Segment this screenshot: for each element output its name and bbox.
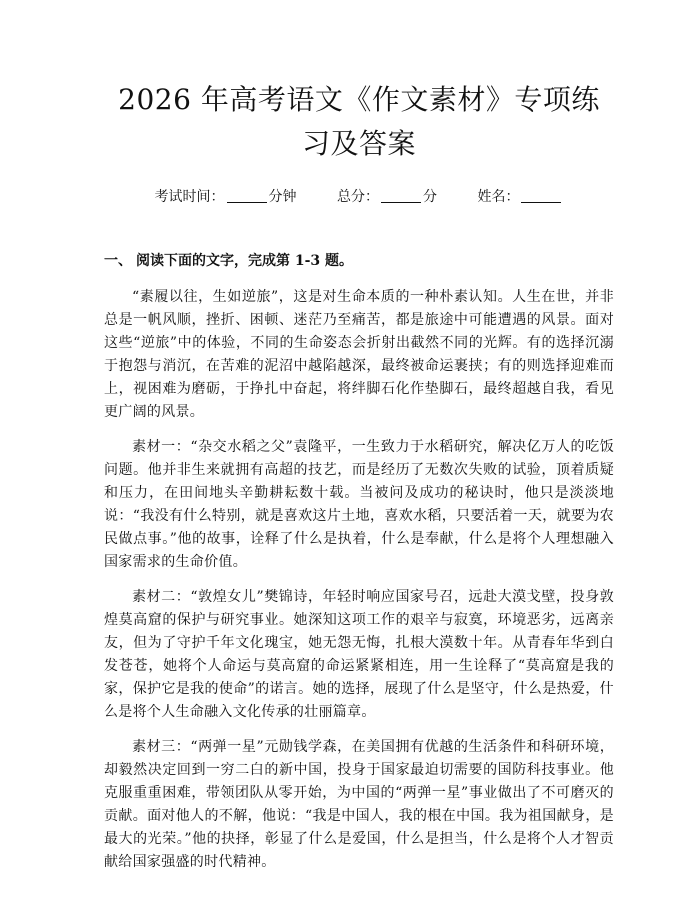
exam-score-label: 总分： <box>337 189 379 205</box>
paragraph-material-2: 素材二：“敦煌女儿”樊锦诗，年轻时响应国家号召，远赴大漠戈壁，投身敦煌莫高窟的保护与研究事业。她深知这项工作的艰辛与寂寞，环境恶劣，远离亲友，但为了守护千年文化瑰宝，她无怨无悔，扎根大漠数十年。从青春年华到白发苍苍，她将个人命运与莫高窟的命运紧紧相连，用一生诠释了“莫高窟是我的家，保护它是我的使命”的诺言。她的选择，展现了什么是坚守，什么是热爱，什么是将个人生命融入文化传承的壮丽篇章。 <box>104 589 614 720</box>
exam-info-line <box>104 186 614 208</box>
paragraph-intro: “素履以往，生如逆旅”，这是对生命本质的一种朴素认知。人生在世，并非总是一帆风顺，挫折、困顿、迷茫乃至痛苦，都是旅途中可能遭遇的风景。面对这些“逆旅”中的体验，不同的生命姿态会折射出截然不同的光辉。有的选择沉溺于抱怨与消沉，在苦难的泥沼中越陷越深，最终被命运裹挟；有的则选择迎难而上，视困难为磨砺，于挣扎中奋起，将绊脚石化作垫脚石，最终超越自我，看见更广阔的风景。 <box>104 289 614 420</box>
exam-time <box>155 186 297 208</box>
exam-name-blank <box>521 188 561 203</box>
exam-time-blank <box>227 188 267 203</box>
section-instruction: 阅读下面的文字，完成第 1-3 题。 <box>136 253 354 269</box>
document-title: 2026 年高考语文《作文素材》专项练习及答案 <box>118 83 600 160</box>
section-heading <box>104 250 614 272</box>
exam-name-label: 姓名： <box>477 189 520 205</box>
paragraph-material-3: 素材三：“两弹一星”元勋钱学森，在美国拥有优越的生活条件和科研环境，却毅然决定回到一穷二白的新中国，投身于国家最迫切需要的国防科技事业。他克服重重困难，带领团队从零开始，为中国的“两弹一星”事业做出了不可磨灭的贡献。面对他人的不解，他说：“我是中国人，我的根在中国。我为祖国献身，是最大的光荣。”他的抉择，彰显了什么是爱国，什么是担当，什么是将个人才智贡献给国家强盛的时代精神。 <box>104 739 614 870</box>
exam-name <box>477 186 563 208</box>
section-number: 一、 <box>104 253 132 269</box>
paragraph-material-1: 素材一：“杂交水稻之父”袁隆平，一生致力于水稻研究，解决亿万人的吃饭问题。他并非生来就拥有高超的技艺，而是经历了无数次失败的试验，顶着质疑和压力，在田间地头辛勤耕耘数十载。当被问及成功的秘诀时，他只是淡淡地说：“我没有什么特别，就是喜欢这片土地，喜欢水稻，只要活着一天，就要为农民做点事。”他的故事，诠释了什么是执着，什么是奉献，什么是将个人理想融入国家需求的生命价值。 <box>104 439 614 570</box>
exam-time-label: 考试时间： <box>154 189 225 205</box>
exam-score-unit: 分 <box>423 189 437 205</box>
exam-score <box>337 186 437 208</box>
exam-time-unit: 分钟 <box>268 189 297 205</box>
exam-score-blank <box>381 188 421 203</box>
